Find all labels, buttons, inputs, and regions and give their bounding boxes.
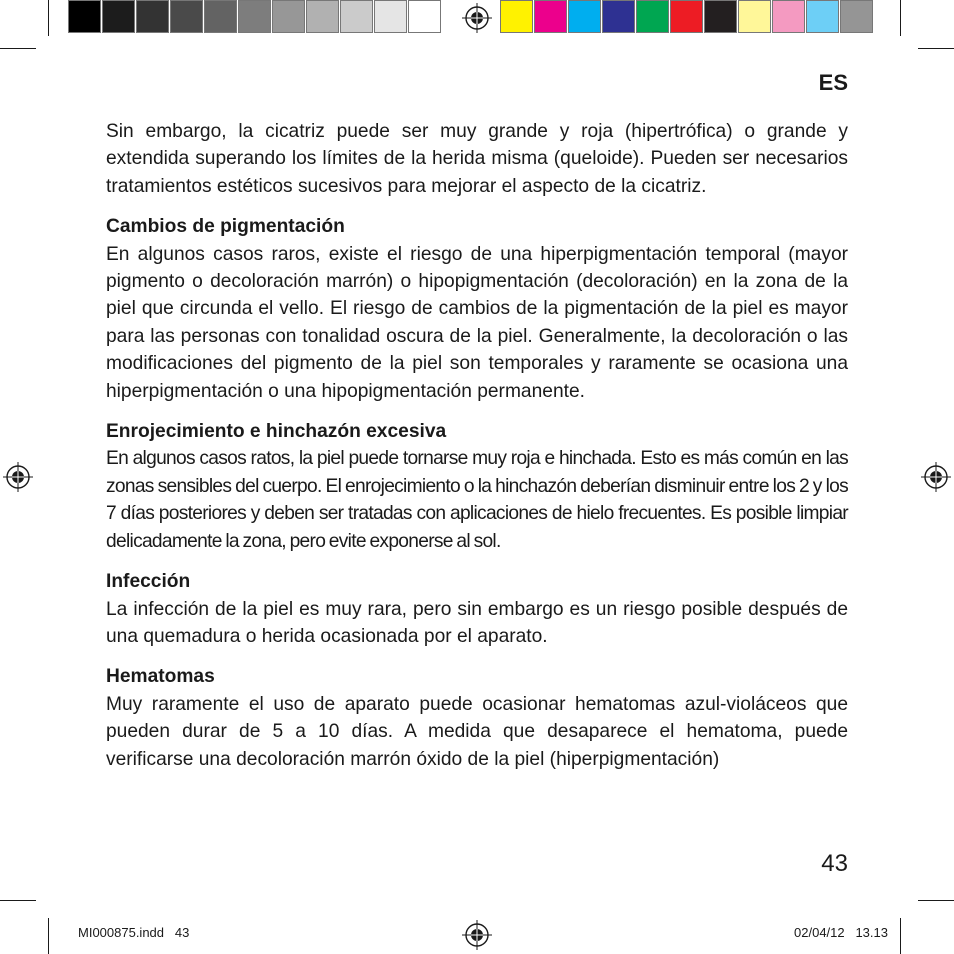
color-swatch-7 xyxy=(738,0,771,33)
color-swatch-1 xyxy=(534,0,567,33)
crop-mark-top-left-v xyxy=(48,0,49,36)
language-code: ES xyxy=(818,70,848,95)
section-title-infection: Infección xyxy=(106,571,191,593)
crop-mark-bottom-right-h xyxy=(918,900,954,901)
gray-swatch-2 xyxy=(136,0,169,33)
process-color-bar xyxy=(500,0,874,36)
grayscale-color-bar xyxy=(68,0,442,36)
gray-swatch-3 xyxy=(170,0,203,33)
gray-swatch-10 xyxy=(408,0,441,33)
color-swatch-8 xyxy=(772,0,805,33)
gray-swatch-6 xyxy=(272,0,305,33)
section-title-redness: Enrojecimiento e hinchazón excesiva xyxy=(106,421,447,443)
intro-paragraph: Sin embargo, la cicatriz puede ser muy grande y roja (hipertrófica) o grande y extendida superando los límites de la herida misma (queloide). Pueden ser necesarios tratamientos estéticos sucesivos para mejorar el aspecto de la cicatriz. xyxy=(106,121,848,197)
gray-swatch-7 xyxy=(306,0,339,33)
color-swatch-9 xyxy=(806,0,839,33)
color-swatch-6 xyxy=(704,0,737,33)
section-title-pigmentation: Cambios de pigmentación xyxy=(106,216,345,238)
gray-swatch-8 xyxy=(340,0,373,33)
color-swatch-10 xyxy=(840,0,873,33)
color-swatch-3 xyxy=(602,0,635,33)
color-swatch-0 xyxy=(500,0,533,33)
color-swatch-5 xyxy=(670,0,703,33)
registration-mark-icon xyxy=(462,3,492,33)
section-body-pigmentation: En algunos casos raros, existe el riesgo de una hiperpigmentación temporal (mayor pigmento o decoloración marrón) o hipopigmentación (decoloración) en la zona de la piel que circunda el vello. El riesgo de cambios de la pigmentación de la piel es mayor para las personas con tonalidad oscura de la piel. Generalmente, la decoloración o las modificaciones del pigmento de la piel son temporales y raramente se ocasiona una hiperpigmentación o una hipopigmentación permanente. xyxy=(106,243,848,402)
gray-swatch-9 xyxy=(374,0,407,33)
section-body-redness: En algunos casos ratos, la piel puede tornarse muy roja e hinchada. Esto es más común en las zonas sensibles del cuerpo. El enrojecimiento o la hinchazón deberían disminuir entre los 2 y los 7 días posteriores y deben ser tratadas con aplicaciones de hielo frecuentes. Es posible limpiar delicadamente la zona, pero evite exponerse al sol. xyxy=(106,448,848,552)
crop-mark-top-left-h xyxy=(0,48,36,49)
page-number: 43 xyxy=(821,850,848,877)
page-content xyxy=(106,118,848,773)
footer-timestamp: 02/04/12 13.13 xyxy=(794,925,888,940)
registration-mark-icon xyxy=(921,462,951,492)
gray-swatch-0 xyxy=(68,0,101,33)
footer-file-info: MI000875.indd 43 xyxy=(78,925,190,940)
gray-swatch-4 xyxy=(204,0,237,33)
gray-swatch-1 xyxy=(102,0,135,33)
registration-mark-icon xyxy=(3,462,33,492)
gray-swatch-5 xyxy=(238,0,271,33)
color-swatch-2 xyxy=(568,0,601,33)
section-title-hematomas: Hematomas xyxy=(106,666,215,688)
crop-mark-bottom-right-v xyxy=(900,918,901,954)
color-swatch-4 xyxy=(636,0,669,33)
crop-mark-top-right-v xyxy=(900,0,901,36)
crop-mark-bottom-left-v xyxy=(48,918,49,954)
registration-mark-icon xyxy=(462,920,492,950)
crop-mark-top-right-h xyxy=(918,48,954,49)
crop-mark-bottom-left-h xyxy=(0,900,36,901)
section-body-hematomas: Muy raramente el uso de aparato puede ocasionar hematomas azul-violáceos que pueden durar de 5 a 10 días. A medida que desaparece el hematoma, puede verificarse una decoloración marrón óxido de la piel (hiperpigmentación) xyxy=(106,693,848,770)
section-body-infection: La infección de la piel es muy rara, pero sin embargo es un riesgo posible después de una quemadura o herida ocasionada por el aparato. xyxy=(106,598,848,647)
